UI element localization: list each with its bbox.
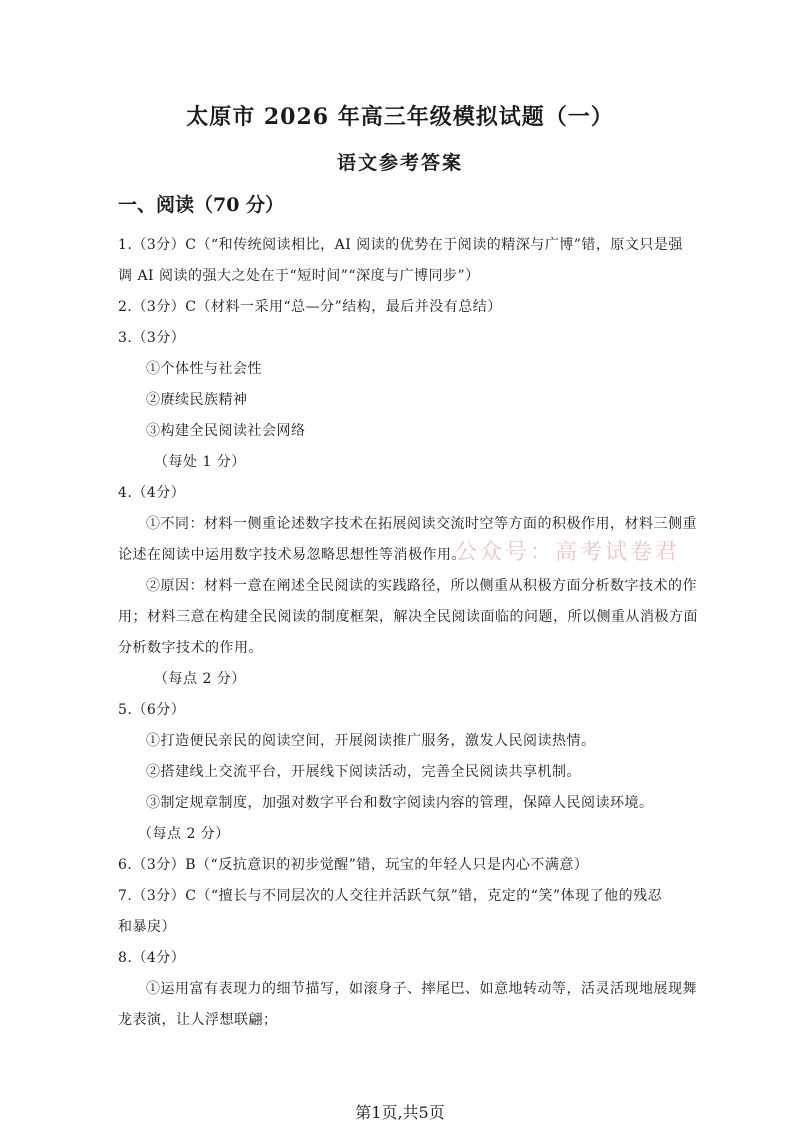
answer-q4-score: （每点 2 分） bbox=[154, 671, 246, 687]
answer-q3-item: ③构建全民阅读社会网络 bbox=[146, 423, 306, 439]
answer-content bbox=[118, 230, 698, 1036]
watermark: 公众号：高考试卷君 bbox=[455, 540, 681, 565]
answer-q7-line1: 7.（3分）C（“擅长与不同层次的人交往并活跃气氛”错，克定的“笑”体现了他的残忍 bbox=[118, 888, 663, 904]
page-subtitle: 语文参考答案 bbox=[336, 152, 463, 174]
answer-q5-item: ①打造便民亲民的阅读空间，开展阅读推广服务，激发人民阅读热情。 bbox=[146, 733, 596, 749]
answer-q4-p1-line2: 论述在阅读中运用数字技术易忽略思想性等消极作用。 bbox=[118, 547, 466, 563]
answer-q5-head: 5.（6分） bbox=[118, 702, 186, 718]
answer-q5-item: ③制定规章制度，加强对数字平台和数字阅读内容的管理，保障人民阅读环境。 bbox=[146, 795, 654, 811]
answer-q7-line2: 和暴戾） bbox=[118, 919, 176, 935]
answer-q1-line2: 调 AI 阅读的强大之处在于“短时间”“深度与广博同步”） bbox=[118, 268, 480, 284]
answer-q3-score: （每处 1 分） bbox=[154, 454, 246, 470]
answer-q4-p2-line2: 用；材料三意在构建全民阅读的制度框架，解决全民阅读面临的问题，所以侧重从消极方面 bbox=[118, 609, 698, 625]
answer-q1-line1: 1.（3分）C（“和传统阅读相比，AI 阅读的优势在于阅读的精深与广博”错，原文只是强 bbox=[118, 237, 683, 253]
answer-q4-p2-line1: ②原因：材料一意在阐述全民阅读的实践路径，所以侧重从积极方面分析数字技术的作 bbox=[146, 578, 697, 594]
answer-q8-p1-line1: ①运用富有表现力的细节描写，如滚身子、摔尾巴、如意地转动等，活灵活现地展现舞 bbox=[146, 981, 697, 997]
answer-q4-head: 4.（4分） bbox=[118, 485, 186, 501]
page-title: 太原市 2026 年高三年级模拟试题（一） bbox=[186, 104, 614, 130]
answer-q4-p2-line3: 分析数字技术的作用。 bbox=[118, 640, 263, 656]
section-heading: 一、阅读（70 分） bbox=[118, 194, 285, 216]
answer-q8-p1-line2: 龙表演，让人浮想联翩； bbox=[118, 1012, 278, 1028]
answer-q2: 2.（3分）C（材料一采用“总—分”结构，最后并没有总结） bbox=[118, 299, 502, 315]
answer-q3-head: 3.（3分） bbox=[118, 330, 186, 346]
answer-q5-item: ②搭建线上交流平台，开展线下阅读活动，完善全民阅读共享机制。 bbox=[146, 764, 581, 780]
page-number: 第1页,共5页 bbox=[355, 1103, 445, 1122]
answer-q5-score: （每点 2 分） bbox=[138, 826, 230, 842]
answer-q4-p1-line1: ①不同：材料一侧重论述数字技术在拓展阅读交流时空等方面的积极作用，材料三侧重 bbox=[146, 516, 697, 532]
answer-q3-item: ①个体性与社会性 bbox=[146, 361, 262, 377]
answer-q8-head: 8.（4分） bbox=[118, 950, 186, 966]
answer-q6: 6.（3分）B（“反抗意识的初步觉醒”错，玩宝的年轻人只是内心不满意） bbox=[118, 857, 589, 873]
answer-q3-item: ②赓续民族精神 bbox=[146, 392, 248, 408]
